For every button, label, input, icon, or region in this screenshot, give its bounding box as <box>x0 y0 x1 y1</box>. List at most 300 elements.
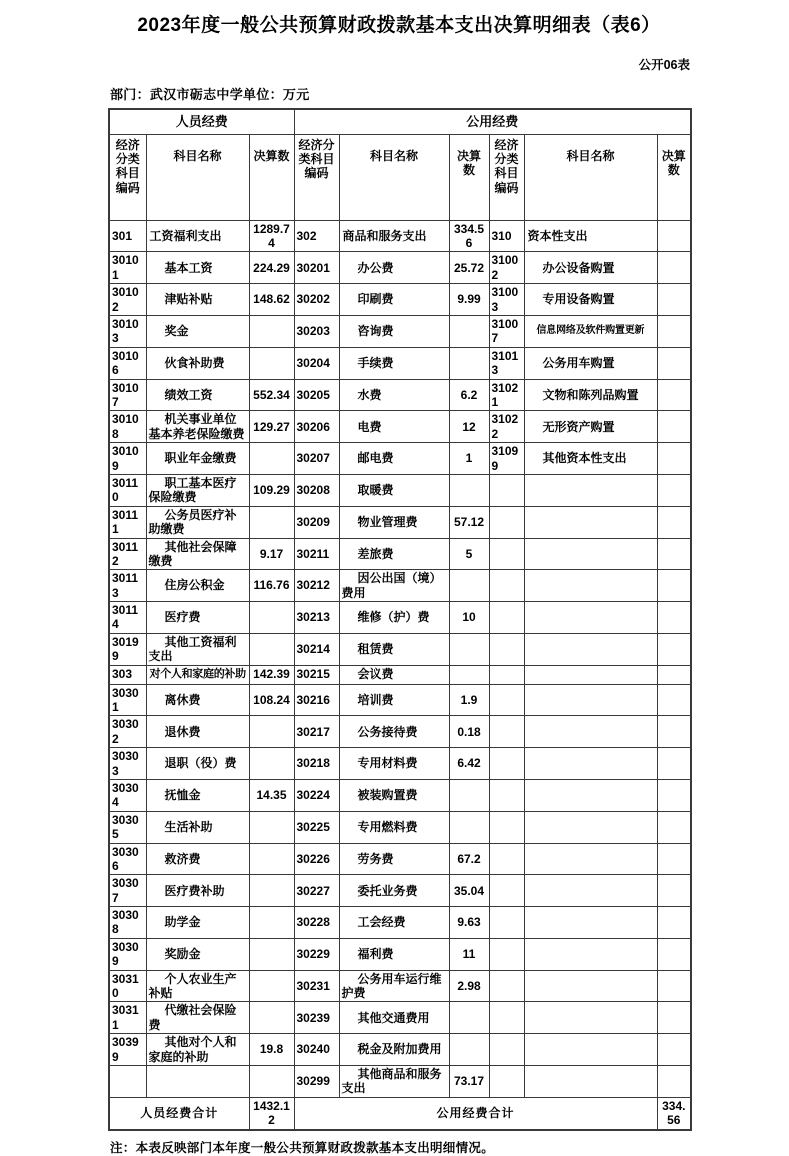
capital-name-cell <box>524 570 657 602</box>
personnel-value-cell: 148.62 <box>249 284 294 316</box>
personnel-value-cell <box>249 1066 294 1098</box>
personnel-code-cell: 30109 <box>109 443 146 475</box>
table-row <box>109 1002 691 1034</box>
personnel-value-cell <box>249 843 294 875</box>
table-row <box>109 252 691 284</box>
table-note: 注：本表反映部门本年度一般公共预算财政拨款基本支出明细情况。 <box>110 1140 495 1155</box>
public-name-cell: 工会经费 <box>339 907 449 939</box>
capital-name-cell: 公务用车购置 <box>524 347 657 379</box>
public-value-cell <box>449 1034 489 1066</box>
personnel-code-cell: 30103 <box>109 316 146 348</box>
capital-name-cell <box>524 1002 657 1034</box>
public-code-cell: 30215 <box>294 665 339 684</box>
capital-value-cell <box>657 1002 691 1034</box>
public-value-cell: 9.99 <box>449 284 489 316</box>
personnel-name-cell: 其他社会保障缴费 <box>146 538 249 570</box>
department-value: 武汉市砺志中学 <box>149 86 244 102</box>
personnel-value-cell: 1289.74 <box>249 220 294 252</box>
expenditure-detail-table <box>108 108 692 1131</box>
public-code-cell: 30226 <box>294 843 339 875</box>
capital-value-cell <box>657 1066 691 1098</box>
personnel-code-cell: 303 <box>109 665 146 684</box>
personnel-code-cell: 30108 <box>109 411 146 443</box>
personnel-name-cell: 工资福利支出 <box>146 220 249 252</box>
public-total-value: 334.56 <box>657 1097 691 1129</box>
table-row <box>109 811 691 843</box>
personnel-name-cell: 基本工资 <box>146 252 249 284</box>
table-row <box>109 938 691 970</box>
capital-value-cell <box>657 633 691 665</box>
capital-code-cell <box>489 716 524 748</box>
public-name-cell: 水费 <box>339 379 449 411</box>
capital-name-cell: 信息网络及软件购置更新 <box>524 316 657 348</box>
capital-code-cell <box>489 633 524 665</box>
capital-value-cell <box>657 1034 691 1066</box>
public-value-cell: 1.9 <box>449 684 489 716</box>
capital-code-cell <box>489 970 524 1002</box>
col-header-capital-code: 经济分类科目编码 <box>489 134 524 220</box>
capital-name-cell: 办公设备购置 <box>524 252 657 284</box>
table-row <box>109 411 691 443</box>
public-value-cell: 334.56 <box>449 220 489 252</box>
capital-value-cell <box>657 538 691 570</box>
personnel-value-cell: 109.29 <box>249 474 294 506</box>
personnel-code-cell: 30311 <box>109 1002 146 1034</box>
capital-name-cell: 文物和陈列品购置 <box>524 379 657 411</box>
public-value-cell <box>449 811 489 843</box>
personnel-name-cell: 医疗费 <box>146 602 249 634</box>
personnel-name-cell: 奖金 <box>146 316 249 348</box>
table-row <box>109 316 691 348</box>
table-row <box>109 570 691 602</box>
personnel-value-cell: 129.27 <box>249 411 294 443</box>
personnel-code-cell: 301 <box>109 220 146 252</box>
capital-value-cell <box>657 602 691 634</box>
personnel-name-cell: 个人农业生产补贴 <box>146 970 249 1002</box>
capital-name-cell <box>524 875 657 907</box>
table-row <box>109 347 691 379</box>
personnel-code-cell: 30303 <box>109 748 146 780</box>
capital-name-cell <box>524 1066 657 1098</box>
group-header-personnel: 人员经费 <box>109 109 294 135</box>
capital-name-cell <box>524 538 657 570</box>
capital-value-cell <box>657 570 691 602</box>
personnel-name-cell: 职工基本医疗保险缴费 <box>146 474 249 506</box>
personnel-name-cell: 助学金 <box>146 907 249 939</box>
personnel-value-cell <box>249 716 294 748</box>
personnel-code-cell: 30307 <box>109 875 146 907</box>
public-value-cell <box>449 570 489 602</box>
personnel-value-cell <box>249 443 294 475</box>
table-row <box>109 633 691 665</box>
table-row <box>109 602 691 634</box>
public-code-cell: 30206 <box>294 411 339 443</box>
table-row <box>109 684 691 716</box>
public-code-cell: 30202 <box>294 284 339 316</box>
capital-value-cell <box>657 684 691 716</box>
personnel-code-cell: 30101 <box>109 252 146 284</box>
public-value-cell: 35.04 <box>449 875 489 907</box>
public-name-cell: 差旅费 <box>339 538 449 570</box>
personnel-name-cell: 绩效工资 <box>146 379 249 411</box>
public-value-cell <box>449 633 489 665</box>
public-value-cell <box>449 474 489 506</box>
capital-value-cell <box>657 811 691 843</box>
public-name-cell: 物业管理费 <box>339 506 449 538</box>
capital-code-cell <box>489 506 524 538</box>
public-value-cell: 6.42 <box>449 748 489 780</box>
table-row <box>109 875 691 907</box>
public-code-cell: 30212 <box>294 570 339 602</box>
personnel-code-cell: 30111 <box>109 506 146 538</box>
capital-value-cell <box>657 843 691 875</box>
personnel-value-cell <box>249 938 294 970</box>
public-code-cell: 30224 <box>294 779 339 811</box>
personnel-value-cell: 19.8 <box>249 1034 294 1066</box>
public-code-cell: 30211 <box>294 538 339 570</box>
capital-code-cell <box>489 1002 524 1034</box>
personnel-value-cell <box>249 811 294 843</box>
public-name-cell: 福利费 <box>339 938 449 970</box>
capital-value-cell <box>657 379 691 411</box>
public-value-cell: 25.72 <box>449 252 489 284</box>
public-code-cell: 30209 <box>294 506 339 538</box>
table-row <box>109 907 691 939</box>
public-value-cell: 10 <box>449 602 489 634</box>
table-row <box>109 538 691 570</box>
personnel-name-cell: 离休费 <box>146 684 249 716</box>
capital-value-cell <box>657 347 691 379</box>
personnel-value-cell <box>249 875 294 907</box>
capital-name-cell <box>524 748 657 780</box>
public-code-cell: 30240 <box>294 1034 339 1066</box>
personnel-name-cell: 职业年金缴费 <box>146 443 249 475</box>
personnel-value-cell <box>249 633 294 665</box>
personnel-name-cell: 机关事业单位基本养老保险缴费 <box>146 411 249 443</box>
public-name-cell: 其他商品和服务支出 <box>339 1066 449 1098</box>
capital-value-cell <box>657 779 691 811</box>
personnel-name-cell: 对个人和家庭的补助 <box>146 665 249 684</box>
public-name-cell: 维修（护）费 <box>339 602 449 634</box>
col-header-personnel-code: 经济分类科目编码 <box>109 134 146 220</box>
capital-value-cell <box>657 443 691 475</box>
personnel-code-cell <box>109 1066 146 1098</box>
personnel-value-cell <box>249 907 294 939</box>
public-name-cell: 因公出国（境）费用 <box>339 570 449 602</box>
personnel-value-cell <box>249 506 294 538</box>
public-value-cell: 73.17 <box>449 1066 489 1098</box>
capital-code-cell <box>489 811 524 843</box>
capital-code-cell <box>489 602 524 634</box>
personnel-value-cell: 9.17 <box>249 538 294 570</box>
capital-name-cell <box>524 665 657 684</box>
capital-value-cell <box>657 665 691 684</box>
public-code-cell: 30227 <box>294 875 339 907</box>
personnel-value-cell: 108.24 <box>249 684 294 716</box>
personnel-code-cell: 30304 <box>109 779 146 811</box>
public-name-cell: 劳务费 <box>339 843 449 875</box>
capital-code-cell <box>489 748 524 780</box>
personnel-code-cell: 30306 <box>109 843 146 875</box>
personnel-code-cell: 30199 <box>109 633 146 665</box>
public-code-cell: 30201 <box>294 252 339 284</box>
capital-code-cell: 31021 <box>489 379 524 411</box>
capital-value-cell <box>657 474 691 506</box>
public-name-cell: 会议费 <box>339 665 449 684</box>
capital-name-cell <box>524 684 657 716</box>
capital-code-cell: 31007 <box>489 316 524 348</box>
capital-name-cell: 其他资本性支出 <box>524 443 657 475</box>
capital-code-cell <box>489 938 524 970</box>
personnel-code-cell: 30399 <box>109 1034 146 1066</box>
public-value-cell: 57.12 <box>449 506 489 538</box>
personnel-code-cell: 30106 <box>109 347 146 379</box>
public-value-cell: 0.18 <box>449 716 489 748</box>
group-header-public: 公用经费 <box>294 109 691 135</box>
capital-name-cell <box>524 633 657 665</box>
capital-code-cell <box>489 1066 524 1098</box>
personnel-value-cell: 116.76 <box>249 570 294 602</box>
capital-code-cell: 31002 <box>489 252 524 284</box>
capital-name-cell: 无形资产购置 <box>524 411 657 443</box>
capital-code-cell <box>489 474 524 506</box>
capital-value-cell <box>657 252 691 284</box>
personnel-name-cell: 抚恤金 <box>146 779 249 811</box>
col-header-personnel-value: 决算数 <box>249 134 294 220</box>
capital-code-cell: 31003 <box>489 284 524 316</box>
col-header-public-code: 经济分类科目编码 <box>294 134 339 220</box>
personnel-code-cell: 30114 <box>109 602 146 634</box>
personnel-name-cell: 住房公积金 <box>146 570 249 602</box>
personnel-value-cell: 224.29 <box>249 252 294 284</box>
public-total-label: 公用经费合计 <box>294 1097 657 1129</box>
public-code-cell: 30239 <box>294 1002 339 1034</box>
personnel-name-cell: 津贴补贴 <box>146 284 249 316</box>
personnel-code-cell: 30308 <box>109 907 146 939</box>
table-row <box>109 1034 691 1066</box>
public-code-cell: 30299 <box>294 1066 339 1098</box>
public-name-cell: 商品和服务支出 <box>339 220 449 252</box>
capital-code-cell: 31013 <box>489 347 524 379</box>
public-name-cell: 培训费 <box>339 684 449 716</box>
capital-value-cell <box>657 875 691 907</box>
capital-name-cell <box>524 779 657 811</box>
capital-name-cell: 专用设备购置 <box>524 284 657 316</box>
capital-value-cell <box>657 716 691 748</box>
capital-code-cell: 31022 <box>489 411 524 443</box>
personnel-code-cell: 30305 <box>109 811 146 843</box>
personnel-name-cell: 奖励金 <box>146 938 249 970</box>
personnel-value-cell: 552.34 <box>249 379 294 411</box>
personnel-name-cell <box>146 1066 249 1098</box>
personnel-name-cell: 医疗费补助 <box>146 875 249 907</box>
capital-name-cell <box>524 602 657 634</box>
table-row <box>109 970 691 1002</box>
public-name-cell: 咨询费 <box>339 316 449 348</box>
personnel-value-cell <box>249 1002 294 1034</box>
page-title: 2023年度一般公共预算财政拨款基本支出决算明细表（表6） <box>137 15 661 36</box>
personnel-value-cell <box>249 748 294 780</box>
public-name-cell: 税金及附加费用 <box>339 1034 449 1066</box>
public-value-cell: 1 <box>449 443 489 475</box>
capital-name-cell <box>524 970 657 1002</box>
personnel-name-cell: 退职（役）费 <box>146 748 249 780</box>
public-value-cell: 2.98 <box>449 970 489 1002</box>
public-code-cell: 30207 <box>294 443 339 475</box>
public-code-cell: 30231 <box>294 970 339 1002</box>
personnel-code-cell: 30301 <box>109 684 146 716</box>
column-header-row <box>109 134 691 220</box>
capital-name-cell <box>524 474 657 506</box>
capital-value-cell <box>657 284 691 316</box>
capital-name-cell <box>524 1034 657 1066</box>
public-name-cell: 专用燃料费 <box>339 811 449 843</box>
public-name-cell: 租赁费 <box>339 633 449 665</box>
capital-name-cell <box>524 811 657 843</box>
public-code-cell: 30229 <box>294 938 339 970</box>
public-name-cell: 其他交通费用 <box>339 1002 449 1034</box>
capital-code-cell <box>489 684 524 716</box>
col-header-personnel-name: 科目名称 <box>146 134 249 220</box>
doc-code-label: 公开06表 <box>638 57 690 72</box>
public-code-cell: 30213 <box>294 602 339 634</box>
personnel-name-cell: 救济费 <box>146 843 249 875</box>
personnel-name-cell: 退休费 <box>146 716 249 748</box>
public-value-cell: 9.63 <box>449 907 489 939</box>
public-name-cell: 手续费 <box>339 347 449 379</box>
personnel-code-cell: 30113 <box>109 570 146 602</box>
public-name-cell: 办公费 <box>339 252 449 284</box>
capital-name-cell <box>524 506 657 538</box>
col-header-public-value: 决算数 <box>449 134 489 220</box>
public-code-cell: 30228 <box>294 907 339 939</box>
personnel-total-label: 人员经费合计 <box>109 1097 249 1129</box>
public-code-cell: 30216 <box>294 684 339 716</box>
capital-value-cell <box>657 938 691 970</box>
col-header-capital-name: 科目名称 <box>524 134 657 220</box>
totals-row <box>109 1097 691 1129</box>
table-row <box>109 506 691 538</box>
public-code-cell: 30204 <box>294 347 339 379</box>
public-code-cell: 30205 <box>294 379 339 411</box>
public-value-cell: 6.2 <box>449 379 489 411</box>
table-row <box>109 474 691 506</box>
table-row <box>109 665 691 684</box>
capital-value-cell <box>657 970 691 1002</box>
public-value-cell <box>449 316 489 348</box>
capital-value-cell <box>657 748 691 780</box>
public-value-cell: 5 <box>449 538 489 570</box>
meta-line <box>110 84 690 103</box>
public-name-cell: 取暖费 <box>339 474 449 506</box>
public-value-cell <box>449 347 489 379</box>
personnel-code-cell: 30110 <box>109 474 146 506</box>
table-row <box>109 843 691 875</box>
public-code-cell: 302 <box>294 220 339 252</box>
table-row <box>109 284 691 316</box>
capital-value-cell <box>657 220 691 252</box>
capital-value-cell <box>657 506 691 538</box>
personnel-name-cell: 生活补助 <box>146 811 249 843</box>
personnel-code-cell: 30310 <box>109 970 146 1002</box>
capital-code-cell <box>489 875 524 907</box>
public-name-cell: 印刷费 <box>339 284 449 316</box>
table-row <box>109 220 691 252</box>
capital-name-cell <box>524 907 657 939</box>
public-code-cell: 30217 <box>294 716 339 748</box>
capital-code-cell <box>489 538 524 570</box>
personnel-value-cell: 142.39 <box>249 665 294 684</box>
capital-name-cell <box>524 716 657 748</box>
capital-code-cell <box>489 907 524 939</box>
col-header-capital-value: 决算数 <box>657 134 691 220</box>
public-value-cell: 11 <box>449 938 489 970</box>
capital-code-cell: 310 <box>489 220 524 252</box>
public-code-cell: 30225 <box>294 811 339 843</box>
capital-code-cell: 31099 <box>489 443 524 475</box>
table-row <box>109 443 691 475</box>
personnel-name-cell: 伙食补助费 <box>146 347 249 379</box>
unit-label: 单位： <box>243 86 283 102</box>
public-name-cell: 专用材料费 <box>339 748 449 780</box>
personnel-name-cell: 公务员医疗补助缴费 <box>146 506 249 538</box>
personnel-name-cell: 其他对个人和家庭的补助 <box>146 1034 249 1066</box>
public-value-cell <box>449 1002 489 1034</box>
personnel-value-cell <box>249 970 294 1002</box>
group-header-row <box>109 109 691 135</box>
capital-value-cell <box>657 907 691 939</box>
personnel-code-cell: 30309 <box>109 938 146 970</box>
capital-name-cell: 资本性支出 <box>524 220 657 252</box>
personnel-code-cell: 30102 <box>109 284 146 316</box>
public-name-cell: 公务接待费 <box>339 716 449 748</box>
personnel-value-cell <box>249 347 294 379</box>
personnel-name-cell: 其他工资福利支出 <box>146 633 249 665</box>
capital-code-cell <box>489 665 524 684</box>
personnel-code-cell: 30107 <box>109 379 146 411</box>
public-code-cell: 30218 <box>294 748 339 780</box>
department-label: 部门： <box>110 86 150 102</box>
personnel-code-cell: 30302 <box>109 716 146 748</box>
table-row <box>109 779 691 811</box>
personnel-value-cell <box>249 602 294 634</box>
public-code-cell: 30214 <box>294 633 339 665</box>
personnel-value-cell <box>249 316 294 348</box>
personnel-total-value: 1432.12 <box>249 1097 294 1129</box>
capital-value-cell <box>657 411 691 443</box>
public-name-cell: 委托业务费 <box>339 875 449 907</box>
public-value-cell: 12 <box>449 411 489 443</box>
public-code-cell: 30208 <box>294 474 339 506</box>
table-row <box>109 1066 691 1098</box>
table-row <box>109 748 691 780</box>
capital-code-cell <box>489 570 524 602</box>
public-name-cell: 邮电费 <box>339 443 449 475</box>
public-value-cell <box>449 779 489 811</box>
capital-value-cell <box>657 316 691 348</box>
capital-name-cell <box>524 938 657 970</box>
personnel-name-cell: 代缴社会保险费 <box>146 1002 249 1034</box>
public-name-cell: 电费 <box>339 411 449 443</box>
personnel-code-cell: 30112 <box>109 538 146 570</box>
col-header-public-name: 科目名称 <box>339 134 449 220</box>
table-row <box>109 716 691 748</box>
personnel-value-cell: 14.35 <box>249 779 294 811</box>
public-value-cell <box>449 665 489 684</box>
public-code-cell: 30203 <box>294 316 339 348</box>
capital-name-cell <box>524 843 657 875</box>
capital-code-cell <box>489 843 524 875</box>
